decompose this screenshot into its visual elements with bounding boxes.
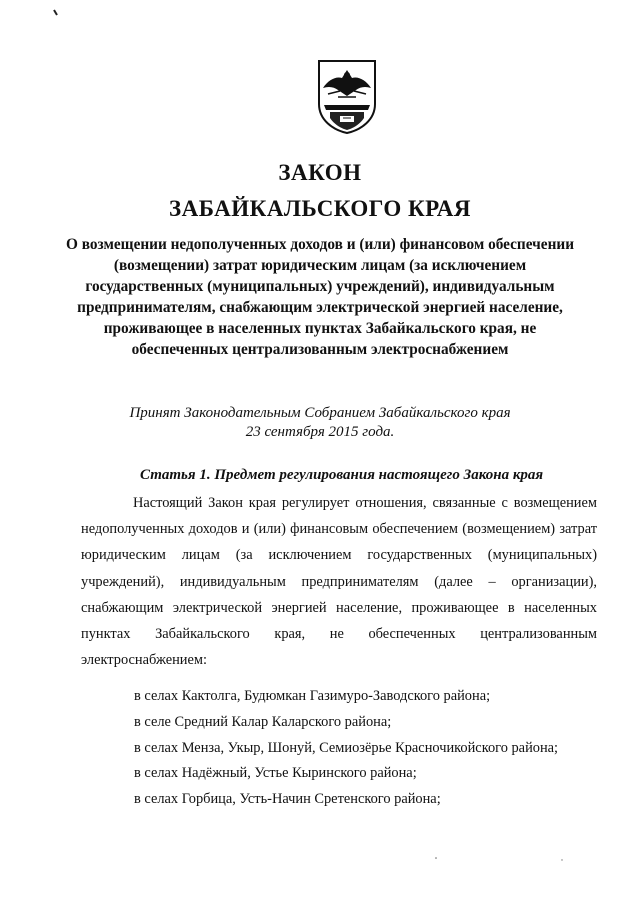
adoption-note bbox=[60, 404, 580, 442]
list-item: в селах Менза, Укыр, Шонуй, Семиозёрье Красночикойского района; bbox=[134, 739, 559, 756]
adoption-body: Принят Законодательным Собранием Забайкальского края bbox=[129, 405, 511, 421]
list-item: в селе Средний Калар Каларского района; bbox=[134, 713, 392, 730]
article-1-paragraph: Настоящий Закон края регулирует отношения, связанные с возмещением недополученных доходов и (или) финансовым обеспечением (возмещением) затрат юридическим лицам (за исключением государственных (муниципальных) учреждений), индивидуальным предпринимателям (далее – организации), снабжающим электрической энергией население, проживающее в населенных пунктах Забайкальского края, не обеспеченных централизованным электроснабжением: bbox=[81, 495, 597, 669]
article-1-heading: Статья 1. Предмет регулирования настоящего Закона края bbox=[140, 467, 544, 483]
settlement-list bbox=[134, 684, 558, 813]
coat-of-arms-emblem-icon bbox=[316, 58, 378, 134]
list-item: в селах Кактолга, Будюмкан Газимуро-Заводского района; bbox=[134, 688, 491, 704]
list-item: в селах Надёжный, Устье Кыринского района; bbox=[134, 765, 417, 782]
region-title: ЗАБАЙКАЛЬСКОГО КРАЯ bbox=[168, 196, 472, 221]
law-title: ЗАКОН bbox=[278, 160, 362, 185]
list-item: в селах Горбица, Усть-Начин Сретенского района; bbox=[134, 791, 441, 808]
law-subject-title: О возмещении недополученных доходов и (или) финансовом обеспечении (возмещении) затрат юридическим лицам (за исключением государственных (муниципальных) учреждений), индивидуальным предпринимателям, снабжающим электрической энергией население, проживающее в населенных пунктах Забайкальского края, не обеспеченных централизованным электроснабжением bbox=[65, 236, 575, 358]
adoption-date: 23 сентября 2015 года. bbox=[245, 424, 395, 440]
